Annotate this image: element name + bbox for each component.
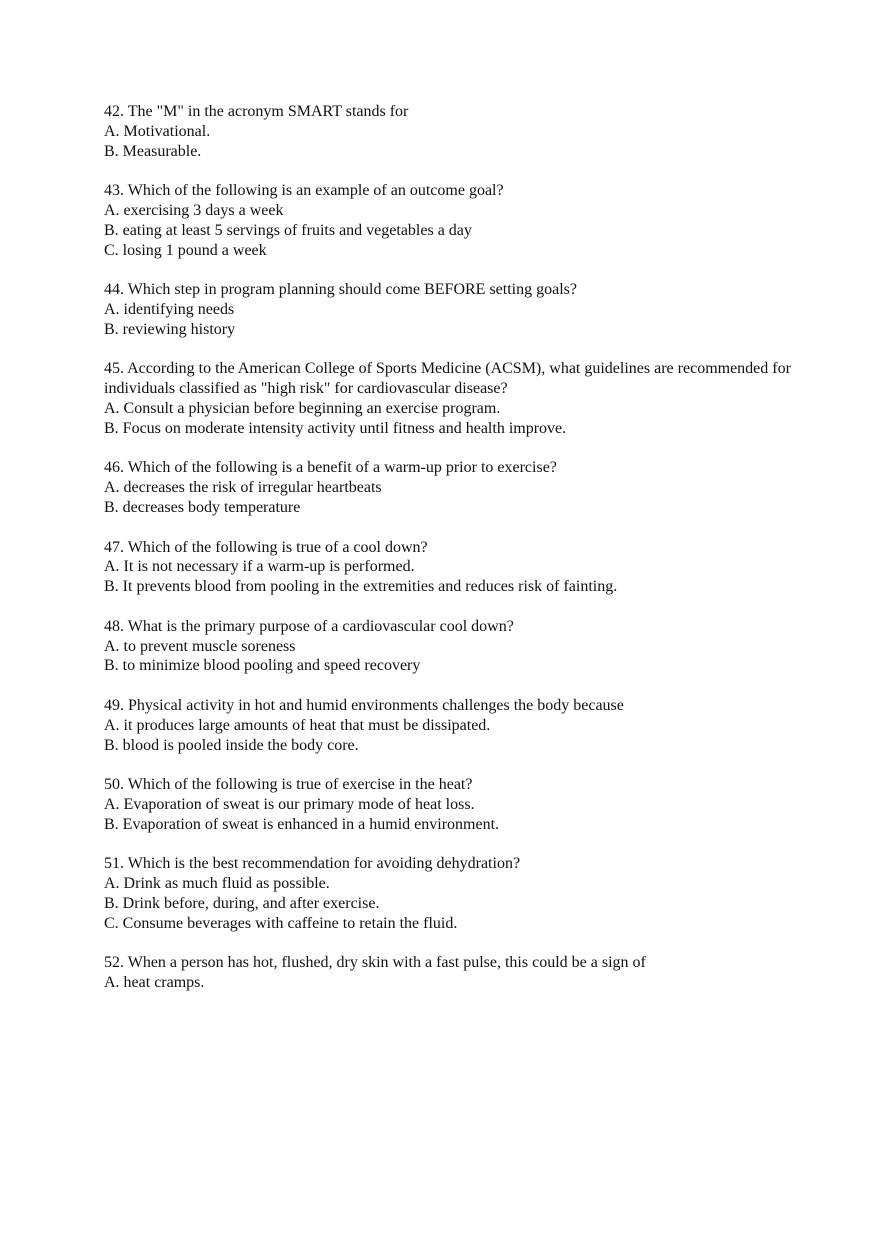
answer-option: C. losing 1 pound a week bbox=[104, 241, 267, 259]
question-51 bbox=[104, 854, 844, 933]
question-50 bbox=[104, 775, 844, 834]
answer-option: C. Consume beverages with caffeine to retain the fluid. bbox=[104, 914, 458, 932]
answer-option: B. eating at least 5 servings of fruits and vegetables a day bbox=[104, 221, 472, 239]
question-46 bbox=[104, 458, 844, 517]
answer-option: A. to prevent muscle soreness bbox=[104, 637, 296, 655]
answer-option: B. decreases body temperature bbox=[104, 498, 301, 516]
answer-option: A. Consult a physician before beginning an exercise program. bbox=[104, 399, 501, 417]
question-stem: 52. When a person has hot, flushed, dry skin with a fast pulse, this could be a sign of bbox=[104, 954, 646, 972]
answer-option: B. Focus on moderate intensity activity until fitness and health improve. bbox=[104, 419, 567, 437]
answer-option: B. Measurable. bbox=[104, 142, 202, 160]
question-stem: 46. Which of the following is a benefit of a warm-up prior to exercise? bbox=[104, 459, 557, 477]
question-stem: 49. Physical activity in hot and humid environments challenges the body because bbox=[104, 696, 624, 714]
question-49 bbox=[104, 696, 844, 755]
question-43 bbox=[104, 181, 844, 260]
answer-option: B. blood is pooled inside the body core. bbox=[104, 736, 359, 754]
answer-option: B. Drink before, during, and after exercise. bbox=[104, 894, 380, 912]
question-stem: 50. Which of the following is true of exercise in the heat? bbox=[104, 776, 473, 794]
question-stem: 48. What is the primary purpose of a cardiovascular cool down? bbox=[104, 617, 514, 635]
question-47 bbox=[104, 538, 844, 597]
answer-option: A. heat cramps. bbox=[104, 974, 205, 992]
answer-option: B. It prevents blood from pooling in the extremities and reduces risk of fainting. bbox=[104, 578, 618, 596]
question-stem: 42. The "M" in the acronym SMART stands for bbox=[104, 103, 409, 120]
question-stem: 44. Which step in program planning should come BEFORE setting goals? bbox=[104, 281, 577, 299]
question-45 bbox=[104, 359, 844, 438]
question-44 bbox=[104, 280, 844, 339]
question-48 bbox=[104, 617, 844, 676]
answer-option: A. exercising 3 days a week bbox=[104, 201, 284, 219]
answer-option: A. identifying needs bbox=[104, 300, 235, 318]
question-42 bbox=[104, 102, 844, 161]
question-52 bbox=[104, 953, 844, 993]
answer-option: B. to minimize blood pooling and speed recovery bbox=[104, 657, 421, 675]
answer-option: B. Evaporation of sweat is enhanced in a humid environment. bbox=[104, 815, 500, 833]
answer-option: A. Evaporation of sweat is our primary mode of heat loss. bbox=[104, 795, 475, 813]
question-stem: 51. Which is the best recommendation for avoiding dehydration? bbox=[104, 855, 521, 873]
question-stem: 47. Which of the following is true of a cool down? bbox=[104, 538, 428, 556]
answer-option: A. it produces large amounts of heat that must be dissipated. bbox=[104, 716, 491, 734]
question-stem: 45. According to the American College of Sports Medicine (ACSM), what guidelines are recommended for individuals classified as "high risk" for cardiovascular disease? bbox=[104, 360, 791, 398]
answer-option: A. It is not necessary if a warm-up is performed. bbox=[104, 558, 415, 576]
answer-option: A. decreases the risk of irregular heartbeats bbox=[104, 479, 382, 497]
question-stem: 43. Which of the following is an example of an outcome goal? bbox=[104, 182, 504, 200]
answer-option: A. Motivational. bbox=[104, 122, 211, 140]
question-list bbox=[104, 102, 844, 1013]
answer-option: B. reviewing history bbox=[104, 320, 236, 338]
answer-option: A. Drink as much fluid as possible. bbox=[104, 875, 330, 893]
